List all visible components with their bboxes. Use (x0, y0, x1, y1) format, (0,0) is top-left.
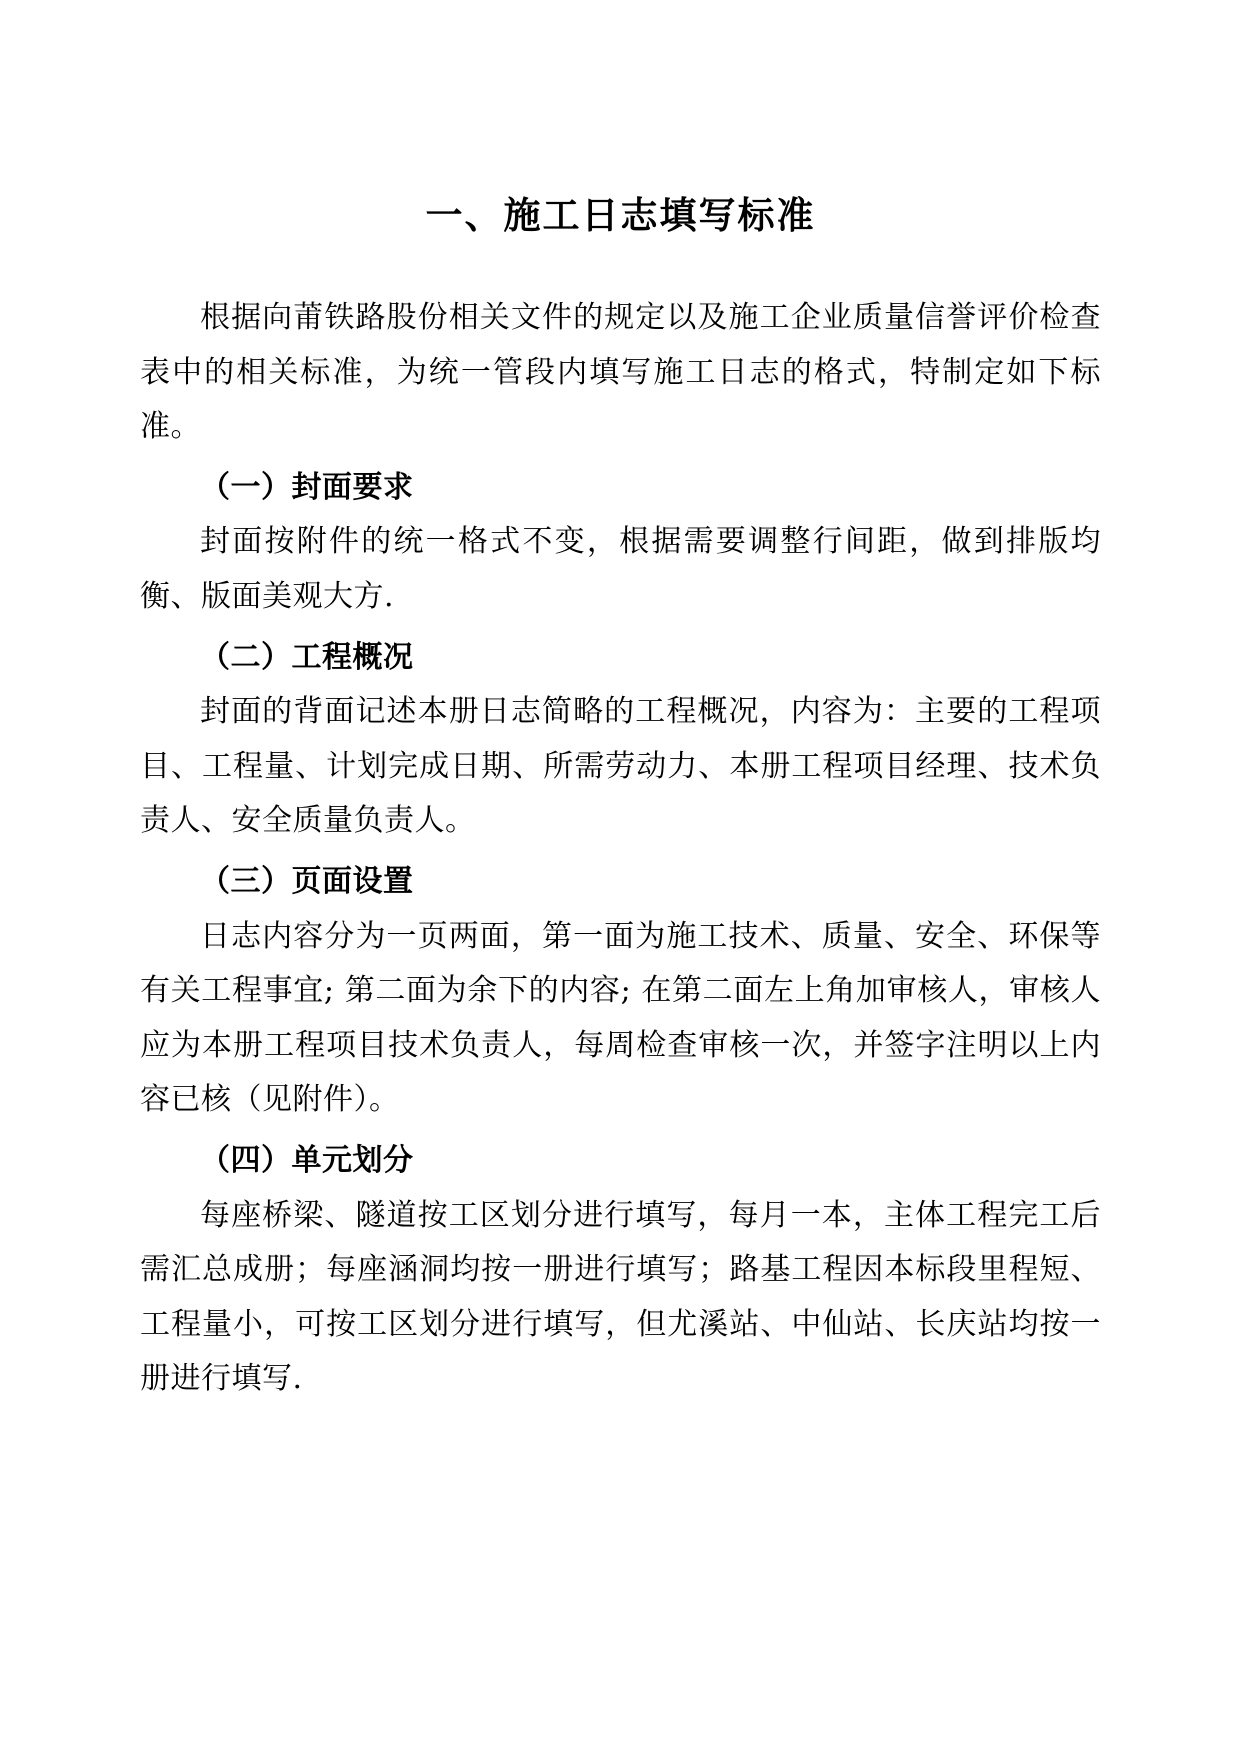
paragraph-page-setup: 日志内容分为一页两面，第一面为施工技术、质量、安全、环保等有关工程事宜; 第二面为余下的内容; 在第二面左上角加审核人，审核人应为本册工程项目技术负责人，每周检查审核一次，并签字注明以上内容已核（见附件）。 (140, 918, 1101, 1118)
heading-page-setup: （三）页面设置 (200, 863, 414, 899)
page-title: 一、施工日志填写标准 (425, 193, 816, 237)
heading-project-overview: （二）工程概况 (200, 639, 414, 675)
paragraph-unit-division: 每座桥梁、隧道按工区划分进行填写，每月一本，主体工程完工后需汇总成册；每座涵洞均按一册进行填写；路基工程因本标段里程短、工程量小，可按工区划分进行填写，但尤溪站、中仙站、长庆站均按一册进行填写. (140, 1197, 1101, 1397)
paragraph-cover-requirements: 封面按附件的统一格式不变，根据需要调整行间距，做到排版均衡、版面美观大方. (140, 524, 1101, 614)
heading-unit-division: （四）单元划分 (200, 1142, 414, 1178)
paragraph-project-overview: 封面的背面记述本册日志简略的工程概况，内容为：主要的工程项目、工程量、计划完成日期、所需劳动力、本册工程项目经理、技术负责人、安全质量负责人。 (140, 694, 1101, 839)
heading-cover-requirements: （一）封面要求 (200, 469, 414, 505)
intro-paragraph: 根据向莆铁路股份相关文件的规定以及施工企业质量信誉评价检查表中的相关标准，为统一管段内填写施工日志的格式，特制定如下标准。 (140, 300, 1101, 445)
